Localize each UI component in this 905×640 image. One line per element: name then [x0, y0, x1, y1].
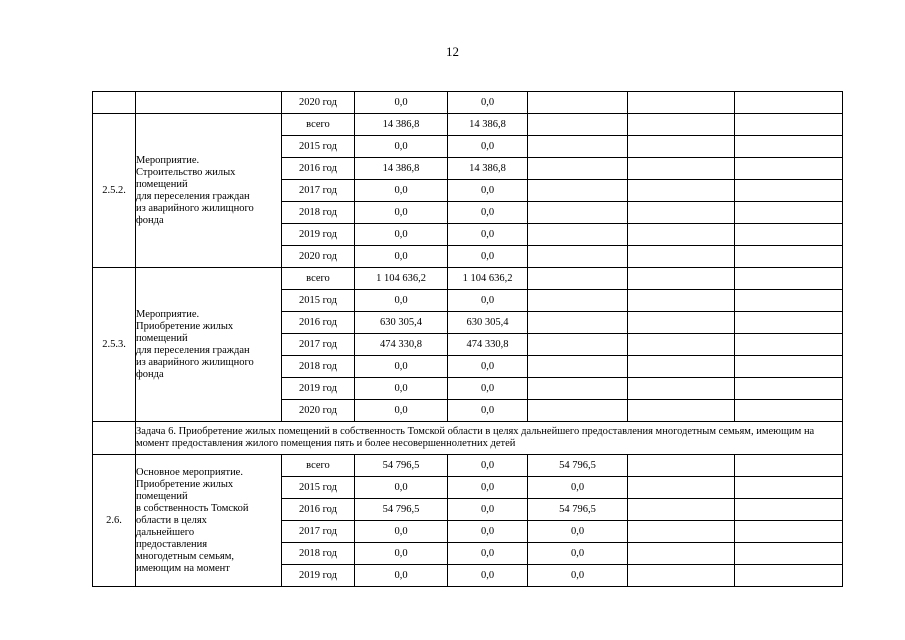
year-cell: 2015 год — [282, 290, 355, 312]
value-cell: 474 330,8 — [355, 334, 448, 356]
value-cell: 54 796,5 — [528, 499, 628, 521]
value-cell — [735, 499, 843, 521]
value-cell — [735, 334, 843, 356]
value-cell — [735, 400, 843, 422]
value-cell: 0,0 — [355, 290, 448, 312]
task-description-cell: Задача 6. Приобретение жилых помещений в собственность Томской области в целях дальнейшего предоставления многодетным семьям, имеющим на момент предоставления жилого помещения пять и более несовершеннолетних детей — [136, 422, 843, 455]
value-cell — [528, 312, 628, 334]
value-cell — [735, 455, 843, 477]
task-row — [93, 422, 843, 455]
value-cell — [528, 92, 628, 114]
value-cell — [528, 158, 628, 180]
value-cell: 0,0 — [448, 565, 528, 587]
value-cell — [735, 180, 843, 202]
value-cell: 0,0 — [355, 378, 448, 400]
year-cell: 2020 год — [282, 400, 355, 422]
year-cell: 2017 год — [282, 180, 355, 202]
year-cell: 2016 год — [282, 499, 355, 521]
year-cell: 2017 год — [282, 334, 355, 356]
value-cell: 0,0 — [355, 400, 448, 422]
value-cell — [628, 543, 735, 565]
value-cell: 0,0 — [355, 92, 448, 114]
year-cell: 2020 год — [282, 246, 355, 268]
value-cell — [628, 477, 735, 499]
value-cell — [628, 114, 735, 136]
year-cell: 2019 год — [282, 565, 355, 587]
value-cell: 0,0 — [355, 180, 448, 202]
value-cell: 14 386,8 — [355, 114, 448, 136]
value-cell: 0,0 — [448, 136, 528, 158]
year-cell: 2017 год — [282, 521, 355, 543]
value-cell — [628, 312, 735, 334]
value-cell: 0,0 — [355, 543, 448, 565]
year-cell: 2018 год — [282, 356, 355, 378]
value-cell: 0,0 — [448, 224, 528, 246]
value-cell: 0,0 — [355, 224, 448, 246]
value-cell — [735, 246, 843, 268]
value-cell — [528, 290, 628, 312]
year-cell: 2016 год — [282, 312, 355, 334]
budget-table — [92, 91, 843, 587]
value-cell: 474 330,8 — [448, 334, 528, 356]
value-cell: 0,0 — [448, 521, 528, 543]
value-cell: 630 305,4 — [448, 312, 528, 334]
value-cell — [628, 246, 735, 268]
table-row — [93, 114, 843, 136]
value-cell: 0,0 — [355, 477, 448, 499]
year-cell: всего — [282, 114, 355, 136]
value-cell — [628, 180, 735, 202]
value-cell — [735, 92, 843, 114]
value-cell — [528, 202, 628, 224]
year-cell: 2019 год — [282, 224, 355, 246]
value-cell: 0,0 — [448, 499, 528, 521]
year-cell: 2019 год — [282, 378, 355, 400]
value-cell — [628, 356, 735, 378]
value-cell: 0,0 — [448, 92, 528, 114]
value-cell: 0,0 — [528, 521, 628, 543]
item-name-cell: Мероприятие. Приобретение жилых помещений для переселения граждан из аварийного жилищного фонда — [136, 268, 282, 422]
value-cell — [628, 202, 735, 224]
value-cell: 14 386,8 — [355, 158, 448, 180]
value-cell — [735, 290, 843, 312]
item-number-cell: 2.6. — [93, 455, 136, 587]
year-cell: всего — [282, 268, 355, 290]
item-number-cell: 2.5.2. — [93, 114, 136, 268]
item-name-cell: Мероприятие. Строительство жилых помещений для переселения граждан из аварийного жилищного фонда — [136, 114, 282, 268]
year-cell: 2015 год — [282, 477, 355, 499]
year-cell: 2015 год — [282, 136, 355, 158]
year-cell: 2018 год — [282, 202, 355, 224]
value-cell: 0,0 — [448, 543, 528, 565]
value-cell — [628, 92, 735, 114]
value-cell: 14 386,8 — [448, 114, 528, 136]
value-cell — [528, 136, 628, 158]
value-cell — [528, 224, 628, 246]
value-cell — [628, 334, 735, 356]
value-cell — [628, 378, 735, 400]
value-cell: 0,0 — [448, 455, 528, 477]
value-cell: 0,0 — [448, 477, 528, 499]
value-cell: 0,0 — [448, 378, 528, 400]
value-cell — [528, 268, 628, 290]
value-cell: 630 305,4 — [355, 312, 448, 334]
value-cell: 0,0 — [355, 521, 448, 543]
value-cell: 0,0 — [448, 246, 528, 268]
value-cell — [735, 521, 843, 543]
value-cell — [735, 202, 843, 224]
value-cell — [528, 356, 628, 378]
value-cell: 0,0 — [448, 400, 528, 422]
value-cell — [628, 521, 735, 543]
item-number-cell — [93, 92, 136, 114]
value-cell: 0,0 — [528, 477, 628, 499]
table-row — [93, 455, 843, 477]
value-cell: 54 796,5 — [528, 455, 628, 477]
value-cell: 54 796,5 — [355, 455, 448, 477]
year-cell: всего — [282, 455, 355, 477]
value-cell — [735, 356, 843, 378]
value-cell — [735, 378, 843, 400]
value-cell — [528, 114, 628, 136]
item-number-cell: 2.5.3. — [93, 268, 136, 422]
year-cell: 2016 год — [282, 158, 355, 180]
value-cell: 0,0 — [448, 180, 528, 202]
value-cell — [528, 334, 628, 356]
value-cell — [528, 378, 628, 400]
year-cell: 2018 год — [282, 543, 355, 565]
value-cell — [528, 400, 628, 422]
value-cell: 0,0 — [448, 356, 528, 378]
value-cell: 0,0 — [355, 202, 448, 224]
value-cell — [628, 400, 735, 422]
value-cell: 0,0 — [448, 290, 528, 312]
value-cell: 0,0 — [528, 543, 628, 565]
value-cell: 54 796,5 — [355, 499, 448, 521]
value-cell — [735, 565, 843, 587]
value-cell — [735, 114, 843, 136]
value-cell — [628, 290, 735, 312]
value-cell: 0,0 — [355, 136, 448, 158]
table-row — [93, 92, 843, 114]
task-number-cell — [93, 422, 136, 455]
value-cell: 0,0 — [528, 565, 628, 587]
page-number: 12 — [446, 44, 459, 59]
value-cell — [628, 224, 735, 246]
value-cell: 0,0 — [355, 565, 448, 587]
year-cell: 2020 год — [282, 92, 355, 114]
value-cell: 0,0 — [355, 246, 448, 268]
value-cell: 0,0 — [448, 202, 528, 224]
value-cell — [628, 158, 735, 180]
value-cell — [735, 158, 843, 180]
value-cell — [528, 180, 628, 202]
value-cell — [735, 136, 843, 158]
value-cell — [628, 499, 735, 521]
value-cell: 1 104 636,2 — [355, 268, 448, 290]
value-cell: 0,0 — [355, 356, 448, 378]
value-cell — [735, 477, 843, 499]
item-name-cell: Основное мероприятие. Приобретение жилых помещений в собственность Томской области в целях дальнейшего предоставления многодетным семьям, имеющим на момент — [136, 455, 282, 587]
value-cell — [735, 268, 843, 290]
value-cell — [628, 565, 735, 587]
value-cell — [528, 246, 628, 268]
value-cell — [628, 136, 735, 158]
value-cell — [735, 543, 843, 565]
value-cell — [735, 312, 843, 334]
item-name-cell — [136, 92, 282, 114]
table-row — [93, 268, 843, 290]
value-cell — [628, 268, 735, 290]
value-cell — [735, 224, 843, 246]
value-cell — [628, 455, 735, 477]
value-cell: 14 386,8 — [448, 158, 528, 180]
value-cell: 1 104 636,2 — [448, 268, 528, 290]
